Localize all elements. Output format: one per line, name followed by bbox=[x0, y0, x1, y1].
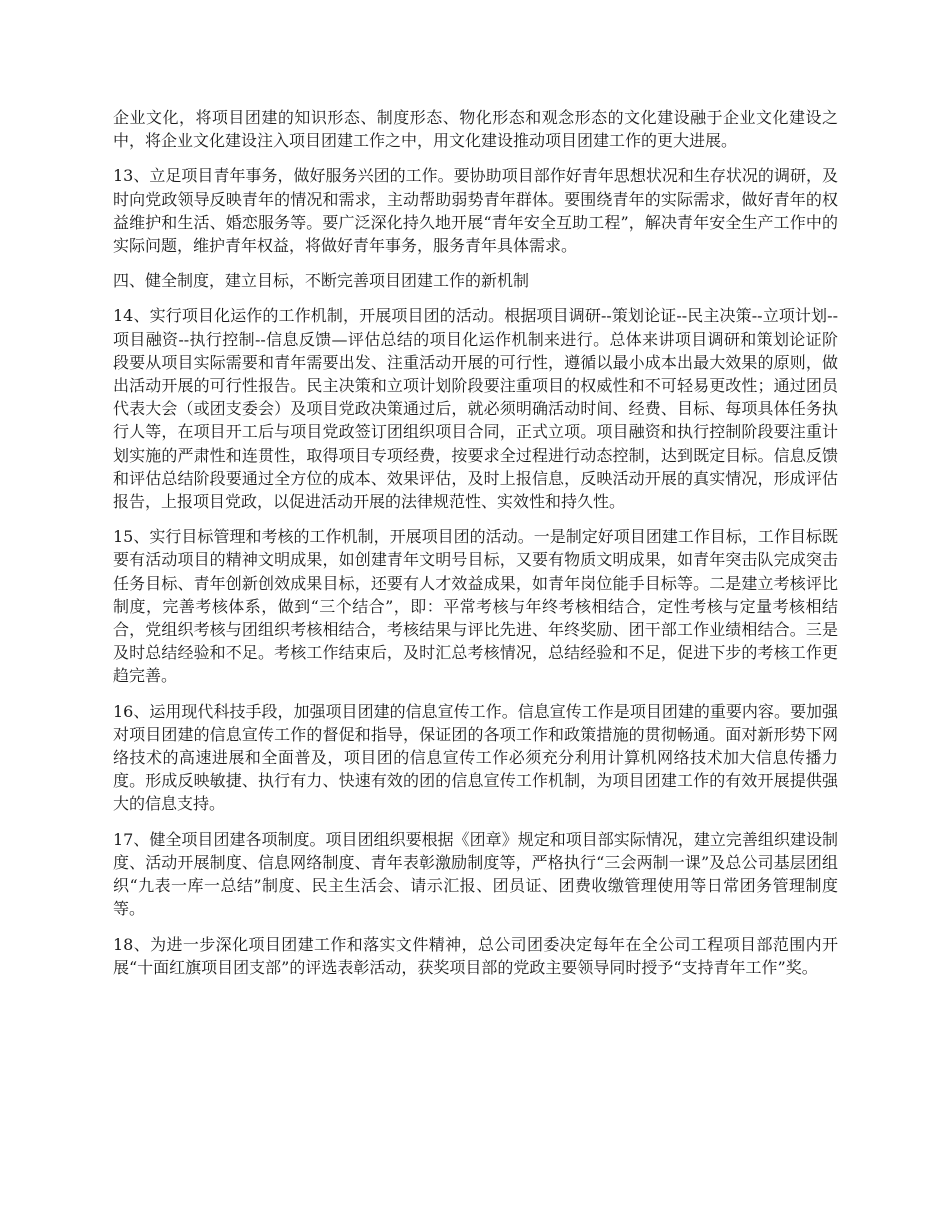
paragraph-item-13: 13、立足项目青年事务，做好服务兴团的工作。要协助项目部作好青年思想状况和生存状况的调研，及时向党政领导反映青年的情况和需求，主动帮助弱势青年群体。要围绕青年的实际需求，做好青年的权益维护和生活、婚恋服务等。要广泛深化持久地开展“青年安全互助工程”，解决青年安全生产工作中的实际问题，维护青年权益，将做好青年事务，服务青年具体需求。 bbox=[113, 166, 838, 256]
paragraph-culture-continuation: 企业文化，将项目团建的知识形态、制度形态、物化形态和观念形态的文化建设融于企业文化建设之中，将企业文化建设注入项目团建工作之中，用文化建设推动项目团建工作的更大进展。 bbox=[113, 108, 838, 151]
section-heading-4: 四、健全制度，建立目标，不断完善项目团建工作的新机制 bbox=[113, 271, 530, 291]
paragraph-item-15: 15、实行目标管理和考核的工作机制，开展项目团的活动。一是制定好项目团建工作目标，工作目标既要有活动项目的精神文明成果，如创建青年文明号目标，又要有物质文明成果，如青年突击队完成突击任务目标、青年创新创效成果目标，还要有人才效益成果，如青年岗位能手目标等。二是建立考核评比制度，完善考核体系，做到“三个结合”，即：平常考核与年终考核相结合，定性考核与定量考核相结合，党组织考核与团组织考核相结合，考核结果与评比先进、年终奖励、团干部工作业绩相结合。三是及时总结经验和不足。考核工作结束后，及时汇总考核情况，总结经验和不足，促进下步的考核工作更趋完善。 bbox=[113, 527, 838, 686]
document-body bbox=[113, 106, 838, 991]
paragraph-item-16: 16、运用现代科技手段，加强项目团建的信息宣传工作。信息宣传工作是项目团建的重要内容。要加强对项目团建的信息宣传工作的督促和指导，保证团的各项工作和政策措施的贯彻畅通。面对新形势下网络技术的高速进展和全面普及，项目团的信息宣传工作必须充分利用计算机网络技术加大信息传播力度。形成反映敏捷、执行有力、快速有效的团的信息宣传工作机制，为项目团建工作的有效开展提供强大的信息支持。 bbox=[113, 701, 838, 814]
paragraph-item-14: 14、实行项目化运作的工作机制，开展项目团的活动。根据项目调研--策划论证--民主决策--立项计划--项目融资--执行控制--信息反馈—评估总结的项目化运作机制来进行。总体来讲项目调研和策划论证阶段要从项目实际需要和青年需要出发、注重活动开展的可行性，遵循以最小成本出最大效果的原则，做出活动开展的可行性报告。民主决策和立项计划阶段要注重项目的权威性和不可轻易更改性；通过团员代表大会（或团支委会）及项目党政决策通过后，就必须明确活动时间、经费、目标、每项具体任务执行人等，在项目开工后与项目党政签订团组织项目合同，正式立项。项目融资和执行控制阶段要注重计划实施的严肃性和连贯性，取得项目专项经费，按要求全过程进行动态控制，达到既定目标。信息反馈和评估总结阶段要通过全方位的成本、效果评估，及时上报信息，反映活动开展的真实情况，形成评估报告，上报项目党政，以促进活动开展的法律规范性、实效性和持久性。 bbox=[113, 306, 838, 512]
paragraph-item-18: 18、为进一步深化项目团建工作和落实文件精神，总公司团委决定每年在全公司工程项目部范围内开展“十面红旗项目团支部”的评选表彰活动，获奖项目部的党政主要领导同时授予“支持青年工作”奖。 bbox=[113, 934, 838, 977]
paragraph-item-17: 17、健全项目团建各项制度。项目团组织要根据《团章》规定和项目部实际情况，建立完善组织建设制度、活动开展制度、信息网络制度、青年表彰激励制度等，严格执行“三会两制一课”及总公司基层团组织“九表一库一总结”制度、民主生活会、请示汇报、团员证、团费收缴管理使用等日常团务管理制度等。 bbox=[113, 829, 838, 919]
